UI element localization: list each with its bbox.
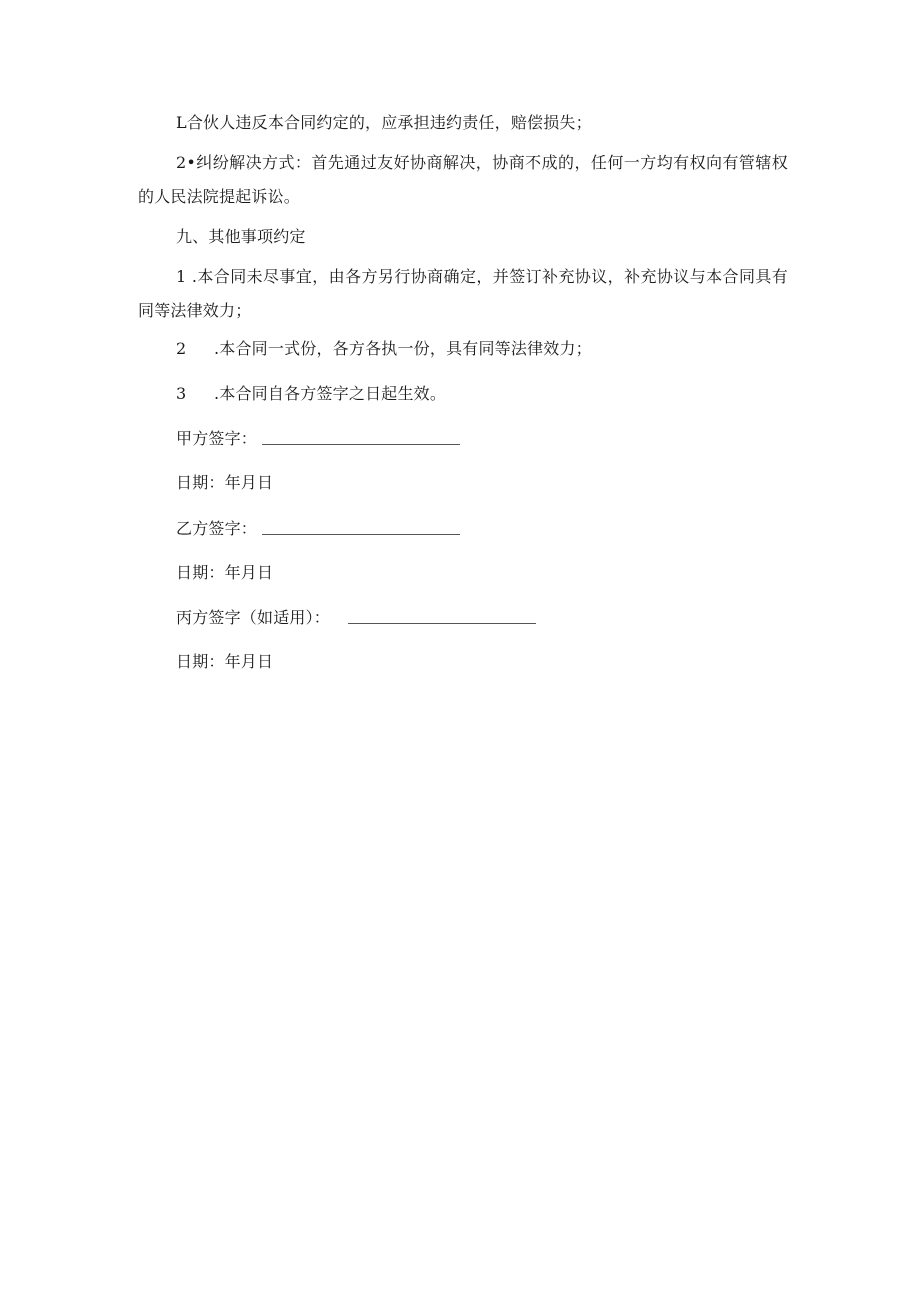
party-b-signature-label: 乙方签字：: [176, 519, 258, 538]
party-c-signature-label: 丙方签字（如适用）：: [176, 608, 331, 627]
party-b-date: 日期：年月日: [176, 563, 274, 582]
item-text: .本合同一式份，各方各执一份，具有同等法律效力；: [214, 339, 592, 358]
item-copies: [176, 338, 592, 360]
item-effective-date: [176, 383, 446, 405]
party-c-date: 日期：年月日: [176, 652, 274, 671]
item-number: 2: [176, 339, 187, 358]
item-text: .本合同自各方签字之日起生效。: [214, 384, 447, 403]
clause-dispute-resolution: 2•纠纷解决方式：首先通过友好协商解决，协商不成的，任何一方均有权向有管辖权的人民法院提起诉讼。: [138, 153, 788, 206]
party-b-signature-line[interactable]: [262, 534, 460, 535]
party-a-signature-label: 甲方签字：: [176, 429, 258, 448]
party-a-date: 日期：年月日: [176, 473, 274, 492]
item-number: 3: [176, 384, 187, 403]
section-heading-other-matters: 九、其他事项约定: [176, 227, 306, 246]
clause-breach-liability: L合伙人违反本合同约定的，应承担违约责任，赔偿损失；: [176, 113, 592, 132]
item-supplementary-agreement: 1 .本合同未尽事宜，由各方另行协商确定，并签订补充协议，补充协议与本合同具有同等法律效力；: [138, 267, 788, 320]
party-a-signature-line[interactable]: [262, 444, 460, 445]
party-c-signature-line[interactable]: [348, 623, 536, 624]
